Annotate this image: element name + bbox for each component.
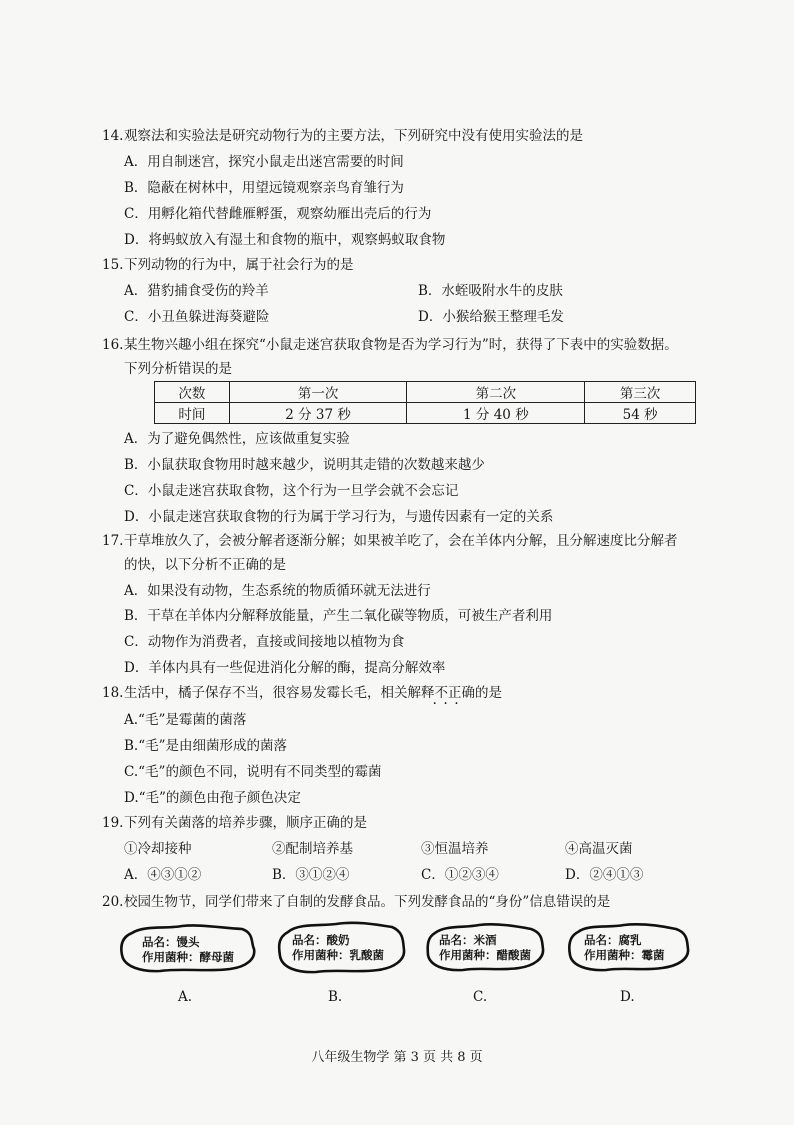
q16-stem-line2: 下列分析错误的是 [124, 361, 232, 377]
card-c-bacteria: 作用菌种：醋酸菌 [439, 948, 531, 962]
q19-number: 19. [102, 815, 124, 831]
q17-stem-line1: 干草堆放久了，会被分解者逐渐分解；如果被羊吃了，会在羊体内分解，且分解速度比分解者 [124, 533, 678, 549]
q19-step-3: ③恒温培养 [421, 841, 489, 857]
q18-stem-emphasis: 不正确 · · · [435, 685, 476, 701]
q17-option-a: A．如果没有动物，生态系统的物质循环就无法进行 [124, 583, 431, 599]
table-cell: 2 分 37 秒 [229, 403, 407, 424]
card-d-label: D. [620, 989, 635, 1005]
q16-number: 16. [102, 337, 124, 353]
q17-stem-line2: 的快，以下分析不正确的是 [124, 557, 286, 573]
page-footer: 八年级生物学 第 3 页 共 8 页 [311, 1050, 483, 1065]
table-cell: 1 分 40 秒 [407, 403, 585, 424]
q17-option-b: B．干草在羊体内分解释放能量，产生二氧化碳等物质，可被生产者利用 [124, 608, 553, 624]
q18-option-c: C.“毛”的颜色不同，说明有不同类型的霉菌 [124, 764, 382, 780]
q19-step-4: ④高温灭菌 [565, 841, 633, 857]
q14-option-c: C．用孵化箱代替雌雁孵蛋，观察幼雁出壳后的行为 [124, 206, 432, 222]
food-card-c [425, 922, 545, 972]
q16-stem-line1: 某生物兴趣小组在探究“小鼠走迷宫获取食物是否为学习行为”时，获得了下表中的实验数据。 [124, 337, 678, 353]
q14-stem: 观察法和实验法是研究动物行为的主要方法，下列研究中没有使用实验法的是 [124, 128, 583, 144]
q17-number: 17. [102, 533, 124, 549]
q18-stem-pre: 生活中，橘子保存不当，很容易发霉长毛，相关解释 [124, 685, 435, 701]
q18-option-a: A.“毛”是霉菌的菌落 [124, 712, 247, 728]
q19-stem: 下列有关菌落的培养步骤，顺序正确的是 [124, 815, 367, 831]
food-card-d [566, 922, 690, 972]
q18-stem [124, 684, 502, 702]
q18-stem-post: 的是 [475, 685, 502, 701]
card-c-name: 品名：米酒 [439, 933, 497, 947]
q15-stem: 下列动物的行为中，属于社会行为的是 [124, 257, 354, 273]
q19-option-d: D．②④①③ [565, 867, 644, 883]
card-a-name: 品名：馒头 [142, 935, 200, 949]
q19-option-a: A．④③①② [124, 867, 202, 883]
table-header-cell: 第三次 [585, 382, 696, 403]
card-b-bacteria: 作用菌种：乳酸菌 [292, 948, 384, 962]
q19-option-c: C．①②③④ [421, 867, 499, 883]
q16-option-a: A．为了避免偶然性，应该做重复实验 [124, 431, 350, 447]
q17-option-c: C．动物作为消费者，直接或间接地以植物为食 [124, 634, 405, 650]
q14-option-d: D．将蚂蚁放入有湿土和食物的瓶中，观察蚂蚁取食物 [124, 232, 446, 248]
card-a-label: A. [178, 989, 193, 1005]
q16-option-c: C．小鼠走迷宫获取食物，这个行为一旦学会就不会忘记 [124, 483, 459, 499]
card-b-label: B. [328, 989, 343, 1005]
table-row [155, 403, 696, 424]
q19-step-2: ②配制培养基 [272, 841, 353, 857]
card-b-name: 品名：酸奶 [292, 933, 350, 947]
q15-number: 15. [102, 257, 124, 273]
table-header-cell: 第二次 [407, 382, 585, 403]
food-card-a [118, 923, 256, 973]
q14-number: 14. [102, 128, 124, 144]
q14-option-a: A．用自制迷宫，探究小鼠走出迷宫需要的时间 [124, 154, 404, 170]
table-header-cell: 第一次 [229, 382, 407, 403]
q18-number: 18. [102, 685, 124, 701]
q15-option-c: C．小丑鱼躲进海葵避险 [124, 309, 270, 325]
card-d-bacteria: 作用菌种：霉菌 [584, 948, 665, 962]
q15-option-b: B．水蛭吸附水牛的皮肤 [418, 283, 563, 299]
q15-option-a: A．猎豹捕食受伤的羚羊 [124, 283, 269, 299]
q18-option-b: B.“毛”是由细菌形成的菌落 [124, 738, 288, 754]
q15-option-d: D．小猴给猴王整理毛发 [418, 309, 564, 325]
card-d-name: 品名：腐乳 [584, 933, 642, 947]
q17-option-d: D．羊体内具有一些促进消化分解的酶，提高分解效率 [124, 660, 446, 676]
q19-step-1: ①冷却接种 [124, 841, 192, 857]
card-c-label: C. [473, 989, 488, 1005]
card-a-bacteria: 作用菌种：酵母菌 [142, 950, 234, 964]
q14-option-b: B．隐蔽在树林中，用望远镜观察亲鸟育雏行为 [124, 180, 404, 196]
table-cell: 时间 [155, 403, 230, 424]
table-header-cell: 次数 [155, 382, 230, 403]
q19-option-b: B．③①②④ [272, 867, 350, 883]
q16-option-d: D．小鼠走迷宫获取食物的行为属于学习行为，与遗传因素有一定的关系 [124, 509, 554, 525]
q20-number: 20. [102, 894, 124, 910]
q16-data-table [154, 381, 696, 424]
food-card-b [276, 920, 406, 974]
table-header-row [155, 382, 696, 403]
q16-option-b: B．小鼠获取食物用时越来越少，说明其走错的次数越来越少 [124, 457, 485, 473]
q18-option-d: D.“毛”的颜色由孢子颜色决定 [124, 790, 301, 806]
q20-stem: 校园生物节，同学们带来了自制的发酵食品。下列发酵食品的“身份”信息错误的是 [124, 894, 611, 910]
table-cell: 54 秒 [585, 403, 696, 424]
